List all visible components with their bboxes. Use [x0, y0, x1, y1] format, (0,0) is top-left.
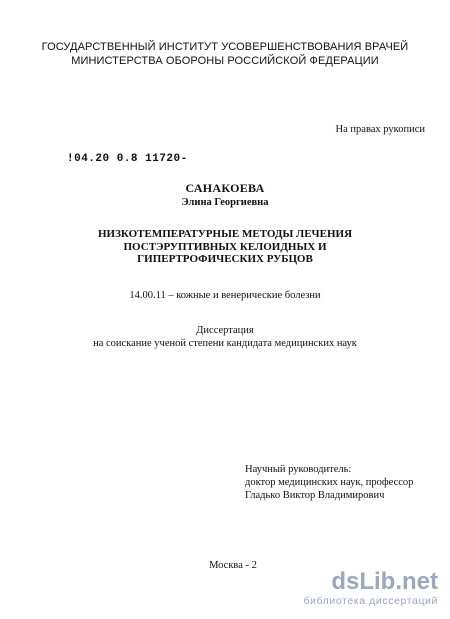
watermark-logo[interactable]: dsLib.net	[331, 568, 438, 595]
institute-line-1: ГОСУДАРСТВЕННЫЙ ИНСТИТУТ УСОВЕРШЕНСТВОВАНИЯ ВРАЧЕЙ	[41, 41, 409, 53]
manuscript-rights-note: На правах рукописи	[335, 124, 425, 135]
title-line-2: ПОСТЭРУПТИВНЫХ КЕЛОИДНЫХ И	[123, 240, 327, 253]
author-surname: САНАКОЕВА	[185, 181, 265, 195]
watermark[interactable]	[303, 570, 438, 607]
title-line-3: ГИПЕРТРОФИЧЕСКИХ РУБЦОВ	[137, 253, 313, 265]
author-name: Элина Георгиевна	[181, 197, 269, 208]
specialty-code: 14.00.11 – кожные и венерические болезни	[129, 290, 321, 301]
supervisor-degree: доктор медицинских наук, профессор	[245, 477, 414, 488]
dissertation-type	[0, 325, 450, 350]
institute-line-2: МИНИСТЕРСТВА ОБОРОНЫ РОССИЙСКОЙ ФЕДЕРАЦИИ	[71, 55, 379, 67]
library-stamp-number: !04.20 0.8 11720-	[67, 153, 188, 165]
watermark-subtitle: библиотека диссертаций	[303, 595, 438, 607]
supervisor-label: Научный руководитель:	[245, 464, 352, 475]
title-line-1: НИЗКОТЕМПЕРАТУРНЫЕ МЕТОДЫ ЛЕЧЕНИЯ	[97, 228, 353, 240]
supervisor-block	[245, 463, 413, 502]
dissertation-line-2: на соискание ученой степени кандидата медицинских наук	[93, 337, 357, 349]
institute-header	[0, 40, 450, 68]
dissertation-title	[0, 228, 450, 266]
dissertation-line-1: Диссертация	[196, 325, 254, 336]
supervisor-name: Гладько Виктор Владимирович	[245, 490, 385, 501]
city-year: Москва - 2	[209, 560, 257, 571]
